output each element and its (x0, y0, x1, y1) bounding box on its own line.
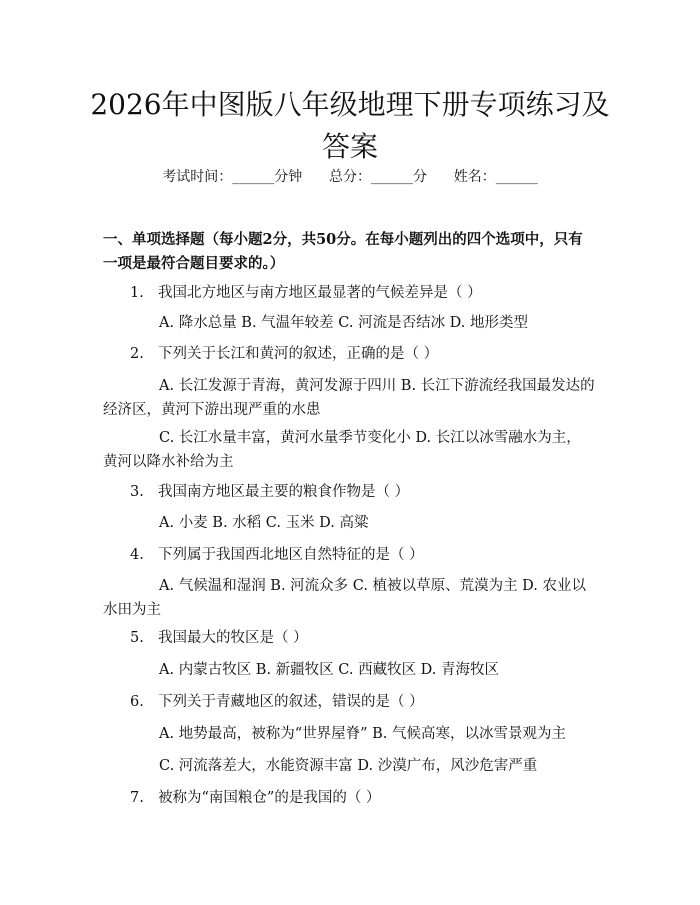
question-text: 下列属于我国西北地区自然特征的是（ ） (158, 547, 424, 563)
question-number: 2. (130, 346, 144, 362)
question-number: 3. (130, 484, 144, 500)
question-6 (130, 690, 590, 714)
question-number: 6. (130, 694, 144, 710)
question-3-options: A. 小麦 B. 水稻 C. 玉米 D. 高粱 (159, 515, 369, 531)
page-title: 2026年中图版八年级地理下册专项练习及答案 (90, 88, 610, 163)
question-3 (130, 480, 590, 504)
question-6-options-cd: C. 河流落差大，水能资源丰富 D. 沙漠广布，风沙危害严重 (159, 758, 538, 774)
question-2 (130, 342, 590, 366)
question-2-options-cd: C. 长江水量丰富，黄河水量季节变化小 D. 长江以冰雪融水为主，黄河以降水补给为主 (103, 430, 581, 470)
question-5-options: A. 内蒙古牧区 B. 新疆牧区 C. 西藏牧区 D. 青海牧区 (159, 662, 500, 678)
question-2-options-ab: A. 长江发源于青海，黄河发源于四川 B. 长江下游流经我国最发达的经济区，黄河下游出现严重的水患 (103, 378, 595, 418)
question-1 (130, 281, 590, 305)
question-text: 下列关于青藏地区的叙述，错误的是（ ） (158, 694, 424, 710)
question-4 (130, 543, 590, 567)
question-5 (130, 626, 590, 650)
exam-info-line: 考试时间：______分钟 总分：______分 姓名：______ (162, 169, 538, 185)
question-text: 我国北方地区与南方地区最显著的气候差异是（ ） (158, 285, 482, 301)
question-text: 我国最大的牧区是（ ） (158, 630, 308, 646)
question-text: 被称为“南国粮仓”的是我国的（ ） (158, 790, 381, 806)
question-number: 1. (130, 285, 144, 301)
question-6-options-ab: A. 地势最高，被称为“世界屋脊” B. 气候高寒，以冰雪景观为主 (159, 726, 566, 742)
question-text: 我国南方地区最主要的粮食作物是（ ） (158, 484, 410, 500)
question-number: 7. (130, 790, 144, 806)
question-1-options: A. 降水总量 B. 气温年较差 C. 河流是否结冰 D. 地形类型 (159, 315, 529, 331)
question-number: 4. (130, 547, 144, 563)
question-4-options: A. 气候温和湿润 B. 河流众多 C. 植被以草原、荒漠为主 D. 农业以水田为主 (103, 578, 587, 618)
question-text: 下列关于长江和黄河的叙述，正确的是（ ） (158, 346, 439, 362)
question-number: 5. (130, 630, 144, 646)
section-heading: 一、单项选择题（每小题2分，共50分。在每小题列出的四个选项中，只有一项是最符合题目要求的。） (103, 231, 583, 272)
question-7 (130, 786, 590, 810)
